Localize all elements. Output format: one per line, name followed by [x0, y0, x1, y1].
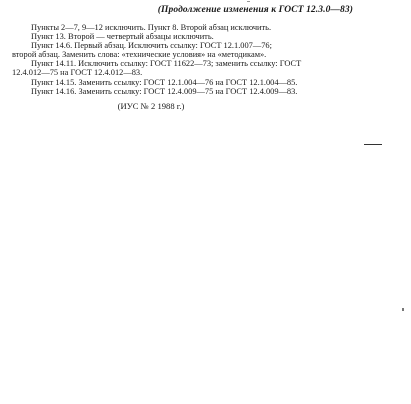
separator-dash — [364, 144, 382, 145]
scan-artifact-tick — [247, 1, 250, 2]
paragraph-line-6: 12.4.012—75 на ГОСТ 12.4.012—83. — [12, 68, 143, 78]
paragraph-line-1: Пункты 2—7, 9—12 исключить. Пункт 8. Второй абзац исключить. — [31, 23, 272, 32]
paragraph-line-5: Пункт 14.11. Исключить ссылку: ГОСТ 11622—73; заменить ссылку: ГОСТ — [31, 59, 302, 69]
paragraph-line-7: Пункт 14.15. Заменить ссылку: ГОСТ 12.1.004—76 на ГОСТ 12.1.004—85. — [31, 77, 298, 87]
publication-reference: (ИУС № 2 1988 г.) — [117, 100, 185, 111]
paragraph-line-8: Пункт 14.16. Заменить ссылку: ГОСТ 12.4.009—75 на ГОСТ 12.4.009—83. — [31, 86, 298, 96]
continuation-header: (Продолжение изменения к ГОСТ 12.3.0—83) — [157, 5, 353, 15]
paragraph-line-4: второй абзац. Заменить слова: «технические условия» на «методикам». — [12, 50, 267, 60]
paragraph-line-2: Пункт 13. Второй — четвертый абзацы исключить. — [31, 32, 214, 42]
amendment-text — [12, 23, 368, 111]
scan-artifact-dot — [402, 308, 404, 311]
paragraph-line-3: Пункт 14.6. Первый абзац. Исключить ссылку: ГОСТ 12.1.007—76; — [31, 41, 272, 51]
